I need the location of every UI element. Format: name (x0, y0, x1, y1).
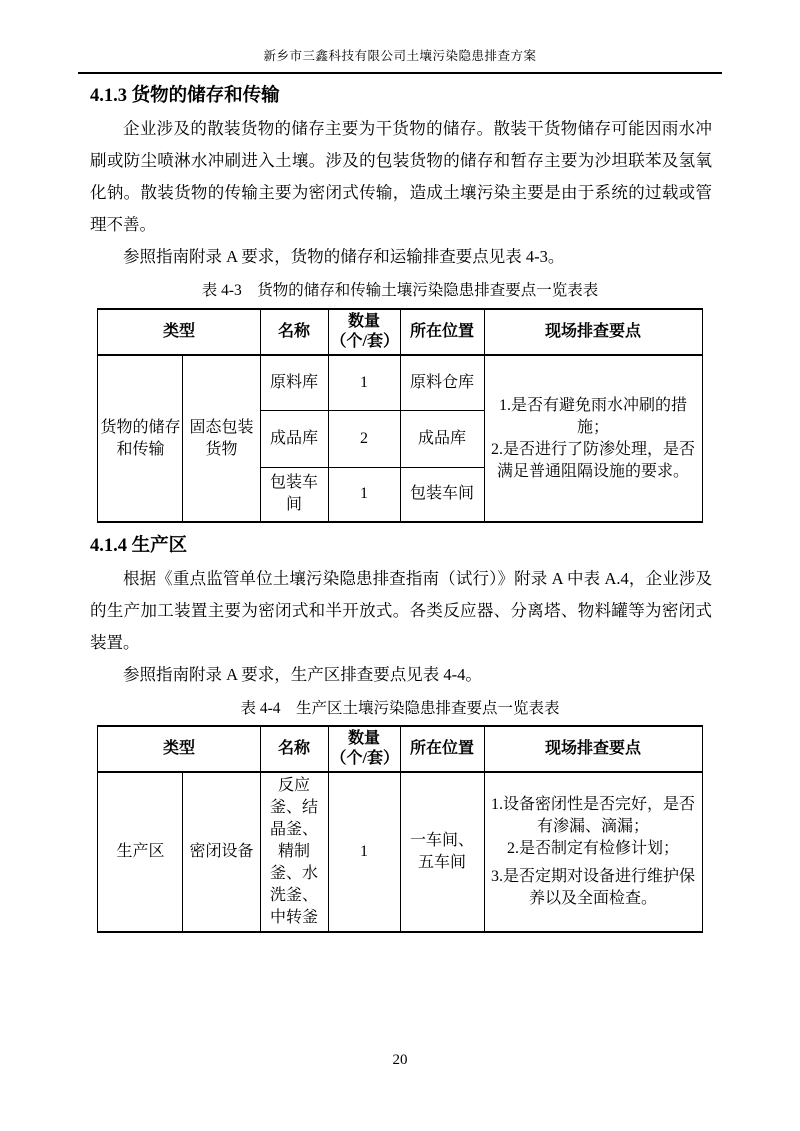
qty-cell: 2 (328, 410, 400, 467)
name-cell: 原料库 (260, 355, 328, 410)
location-cell: 一车间、五车间 (400, 772, 484, 932)
point-item: 2.是否进行了防渗处理，是否满足普通阻隔设施的要求。 (490, 440, 695, 480)
col-header-type: 类型 (98, 309, 260, 355)
table-4-3 (97, 308, 702, 523)
points-cell (484, 772, 702, 932)
col-header-type: 类型 (98, 726, 260, 772)
col-header-qty-line1: 数量 (347, 313, 380, 330)
col-header-qty (328, 309, 400, 355)
table-4-3-caption: 表 4-3 货物的储存和传输土壤污染隐患排查要点一览表表 (201, 282, 599, 299)
table-4-4 (97, 725, 702, 933)
qty-cell: 1 (328, 772, 400, 932)
paragraph-refer-table-4-4: 参照指南附录 A 要求，生产区排查要点见表 4-4。 (123, 665, 482, 684)
col-header-qty-line1: 数量 (347, 730, 380, 747)
subtype-cell: 密闭设备 (183, 772, 260, 932)
col-header-points: 现场排查要点 (484, 309, 702, 355)
table-4-4-caption: 表 4-4 生产区土壤污染隐患排查要点一览表表 (240, 700, 560, 717)
paragraph-storage-transport: 企业涉及的散装货物的储存主要为干货物的储存。散装干货物储存可能因雨水冲刷或防尘喷淋水冲刷进入土壤。涉及的包装货物的储存和暂存主要为沙坦联苯及氢氧化钠。散装货物的传输主要为密闭式传输，造成土壤污染主要是由于系统的过载或管理不善。 (90, 119, 712, 234)
page-header (78, 0, 722, 74)
qty-cell: 1 (328, 467, 400, 522)
point-item: 1.设备密闭性是否完好，是否有渗漏、滴漏； (490, 796, 695, 835)
col-header-qty-line2: （个/套） (330, 750, 399, 767)
section-heading-4-1-4: 4.1.4 生产区 (90, 536, 188, 556)
page-number: 20 (392, 1052, 408, 1068)
col-header-points: 现场排查要点 (484, 726, 702, 772)
table-row (98, 772, 702, 932)
table-row (98, 355, 702, 410)
col-header-qty-line2: （个/套） (330, 333, 399, 350)
type-group-cell: 货物的储存和传输 (98, 355, 183, 522)
location-cell: 包装车间 (400, 467, 484, 522)
col-header-name: 名称 (260, 726, 328, 772)
table-4-3-header-row (98, 309, 702, 355)
point-item: 3.是否定期对设备进行维护保养以及全面检查。 (490, 868, 695, 907)
col-header-location: 所在位置 (400, 726, 484, 772)
point-item: 2.是否制定有检修计划； (506, 840, 679, 857)
location-cell: 成品库 (400, 410, 484, 467)
point-item: 1.是否有避免雨水冲刷的措施； (498, 396, 687, 436)
paragraph-refer-table-4-3: 参照指南附录 A 要求，货物的储存和运输排查要点见表 4-3。 (123, 247, 565, 266)
section-heading-4-1-3: 4.1.3 货物的储存和传输 (90, 86, 280, 106)
page-header-title: 新乡市三鑫科技有限公司土壤污染隐患排查方案 (263, 49, 537, 63)
name-cell: 成品库 (260, 410, 328, 467)
location-cell: 原料仓库 (400, 355, 484, 410)
paragraph-production-area: 根据《重点监管单位土壤污染隐患排查指南（试行）》附录 A 中表 A.4，企业涉及的生产加工装置主要为密闭式和半开放式。各类反应器、分离塔、物料罐等为密闭式装置。 (90, 569, 712, 652)
col-header-name: 名称 (260, 309, 328, 355)
qty-cell: 1 (328, 355, 400, 410)
name-cell: 包装车间 (260, 467, 328, 522)
name-cell: 反应釜、结晶釜、精制釜、水洗釜、中转釜 (260, 772, 328, 932)
col-header-location: 所在位置 (400, 309, 484, 355)
col-header-qty (328, 726, 400, 772)
points-cell (484, 355, 702, 522)
subtype-cell: 固态包装货物 (183, 355, 260, 522)
table-4-4-header-row (98, 726, 702, 772)
type-group-cell: 生产区 (98, 772, 183, 932)
